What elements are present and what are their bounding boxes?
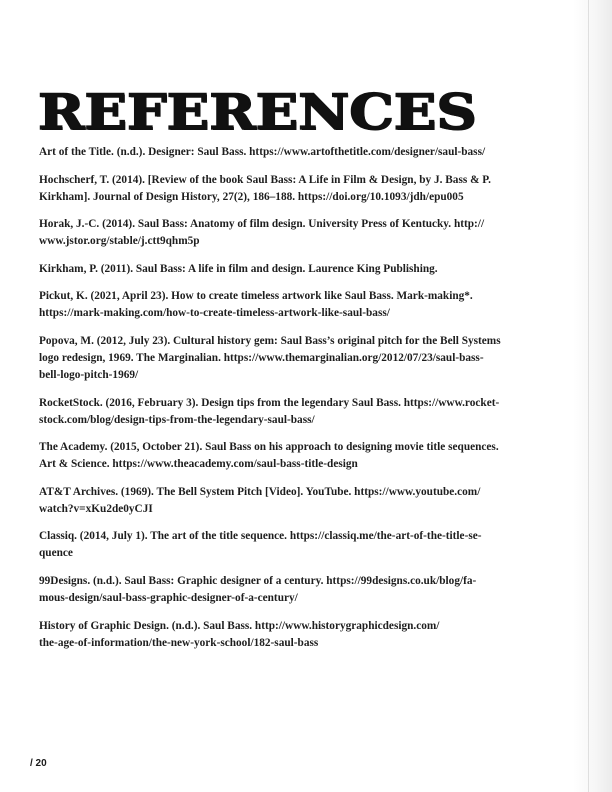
reference-item xyxy=(39,288,539,322)
reference-line: stock.com/blog/design-tips-from-the-legendary-saul-bass/ xyxy=(39,413,315,426)
page-gutter-shadow xyxy=(572,0,612,792)
reference-item xyxy=(39,484,539,518)
reference-item xyxy=(39,439,539,473)
reference-item xyxy=(39,333,539,384)
reference-line: Art of the Title. (n.d.). Designer: Saul Bass. https://www.artofthetitle.com/designer/saul-bass/ xyxy=(39,146,486,158)
reference-line: History of Graphic Design. (n.d.). Saul Bass. http://www.historygraphicdesign.com/ xyxy=(39,619,440,632)
reference-item xyxy=(39,144,539,161)
reference-line: watch?v=xKu2de0yCJI xyxy=(39,502,153,515)
reference-item xyxy=(39,216,539,250)
reference-list xyxy=(39,144,539,662)
reference-item xyxy=(39,573,539,607)
reference-line: bell-logo-pitch-1969/ xyxy=(39,368,139,381)
reference-line: Classiq. (2014, July 1). The art of the title sequence. https://classiq.me/the-art-of-the-title-se- xyxy=(39,530,482,543)
reference-line: Art & Science. https://www.theacademy.com/saul-bass-title-design xyxy=(39,458,358,471)
reference-line: Hochscherf, T. (2014). [Review of the book Saul Bass: A Life in Film & Design, by J. Bass & P. xyxy=(39,173,491,186)
reference-line: Popova, M. (2012, July 23). Cultural history gem: Saul Bass’s original pitch for the Bell Systems xyxy=(39,334,501,347)
reference-line: mous-design/saul-bass-graphic-designer-of-a-century/ xyxy=(39,591,298,604)
reference-line: Horak, J.-C. (2014). Saul Bass: Anatomy of film design. University Press of Kentucky. http:// xyxy=(39,218,485,231)
reference-line: 99Designs. (n.d.). Saul Bass: Graphic designer of a century. https://99designs.co.uk/blog/fa- xyxy=(39,574,477,587)
reference-line: www.jstor.org/stable/j.ctt9qhm5p xyxy=(39,235,200,248)
reference-item xyxy=(39,528,539,562)
reference-line: The Academy. (2015, October 21). Saul Bass on his approach to designing movie title sequences. xyxy=(39,441,499,454)
reference-line: logo redesign, 1969. The Marginalian. https://www.themarginalian.org/2012/07/23/saul-bass- xyxy=(39,351,484,364)
reference-line: RocketStock. (2016, February 3). Design tips from the legendary Saul Bass. https://www.rocket- xyxy=(39,396,500,409)
reference-line: Pickut, K. (2021, April 23). How to create timeless artwork like Saul Bass. Mark-making*. xyxy=(39,290,473,303)
reference-item xyxy=(39,172,539,206)
reference-line: https://mark-making.com/how-to-create-timeless-artwork-like-saul-bass/ xyxy=(39,307,390,320)
reference-item xyxy=(39,395,539,429)
reference-item xyxy=(39,261,539,278)
reference-line: Kirkham, P. (2011). Saul Bass: A life in film and design. Laurence King Publishing. xyxy=(39,262,438,275)
page-gutter-line xyxy=(588,0,589,792)
page-title: REFERENCES xyxy=(38,83,477,141)
reference-line: Kirkham]. Journal of Design History, 27(2), 186–188. https://doi.org/10.1093/jdh/epu005 xyxy=(39,190,464,203)
reference-line: the-age-of-information/the-new-york-school/182-saul-bass xyxy=(39,636,319,649)
reference-line: quence xyxy=(39,547,73,560)
reference-item xyxy=(39,618,539,652)
page-number: / 20 xyxy=(30,758,47,769)
reference-line: AT&T Archives. (1969). The Bell System Pitch [Video]. YouTube. https://www.youtube.com/ xyxy=(39,485,481,498)
